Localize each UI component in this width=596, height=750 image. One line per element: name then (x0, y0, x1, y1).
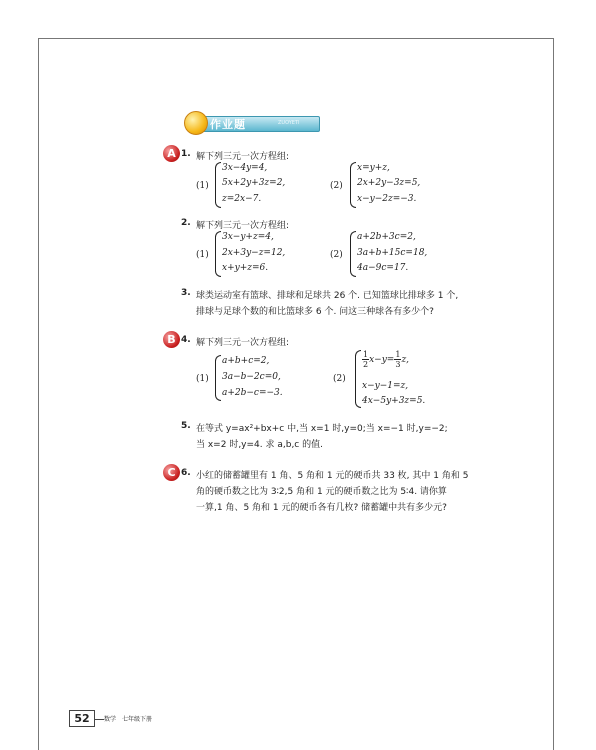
equation: x−y−1=z, (362, 381, 409, 391)
question-text-line: 角的硬币数之比为 3∶2,5 角和 1 元的硬币数之比为 5∶4. 请你算 (196, 487, 447, 497)
question-number: 1. (181, 149, 191, 159)
brace (355, 350, 361, 408)
header-title: 作业题 (210, 118, 246, 131)
header-ball-icon (184, 111, 208, 135)
question-number: 5. (181, 421, 191, 431)
level-badge-c: C (163, 464, 180, 481)
equation: 3a+b+15c=18, (357, 248, 428, 258)
page-number: 52 (69, 710, 95, 727)
equation: 3x−4y=4, (222, 163, 268, 173)
equation: a+2b−c=−3. (222, 388, 283, 398)
question-prompt: 解下列三元一次方程组: (196, 338, 290, 348)
question-text-line: 一算,1 角、5 角和 1 元的硬币各有几枚? 储蓄罐中共有多少元? (196, 503, 447, 513)
question-number: 2. (181, 218, 191, 228)
equation-with-fractions: $\frac{1}{2}$ x−y= $\frac{1}{3}$ z, (363, 350, 410, 369)
equation: x−y−2z=−3. (357, 194, 417, 204)
fraction: $\frac{1}{2}$ (363, 350, 369, 369)
header-subtitle: ZUOYETI (278, 120, 300, 126)
system-label: (2) (330, 250, 343, 260)
system-label: (1) (196, 374, 209, 384)
equation: 2x+3y−z=12, (222, 248, 286, 258)
equation: x+y+z=6. (222, 263, 269, 273)
equation: 3x−y+z=4, (222, 232, 274, 242)
equation: a+b+c=2, (222, 356, 270, 366)
brace (350, 162, 356, 208)
equation: 4x−5y+3z=5. (362, 396, 426, 406)
question-prompt: 解下列三元一次方程组: (196, 152, 290, 162)
question-text-line: 排球与足球个数的和比篮球多 6 个. 问这三种球各有多少个? (196, 307, 434, 317)
equation: z=2x−7. (222, 194, 262, 204)
question-number: 6. (181, 468, 191, 478)
brace (215, 162, 221, 208)
equation: 3a−b−2c=0, (222, 372, 281, 382)
level-badge-a: A (163, 145, 180, 162)
equation: 4a−9c=17. (357, 263, 409, 273)
brace (215, 231, 221, 277)
question-prompt: 解下列三元一次方程组: (196, 221, 290, 231)
question-text-line: 球类运动室有篮球、排球和足球共 26 个. 已知篮球比排球多 1 个, (196, 291, 459, 301)
footer-subject: 数学 (104, 716, 117, 723)
section-header (184, 110, 320, 134)
question-number: 4. (181, 335, 191, 345)
equation: 5x+2y+3z=2, (222, 178, 286, 188)
level-badge-b: B (163, 331, 180, 348)
question-number: 3. (181, 288, 191, 298)
system-label: (1) (196, 181, 209, 191)
equation: a+2b+3c=2, (357, 232, 416, 242)
system-label: (2) (330, 181, 343, 191)
equation: 2x+2y−3z=5, (357, 178, 421, 188)
fraction: $\frac{1}{3}$ (395, 350, 401, 369)
system-label: (2) (333, 374, 346, 384)
page-frame (38, 38, 554, 750)
brace (215, 355, 221, 401)
question-text-line: 在等式 y=ax²+bx+c 中,当 x=1 时,y=0;当 x=−1 时,y=−2; (196, 424, 448, 434)
system-label: (1) (196, 250, 209, 260)
footer-divider (94, 719, 104, 720)
question-text-line: 小红的储蓄罐里有 1 角、5 角和 1 元的硬币共 33 枚, 其中 1 角和 5 (196, 471, 469, 481)
footer-book (104, 714, 152, 723)
question-text-line: 当 x=2 时,y=4. 求 a,b,c 的值. (196, 440, 323, 450)
equation: x=y+z, (357, 163, 390, 173)
footer-grade: 七年级下册 (121, 716, 152, 723)
brace (350, 231, 356, 277)
